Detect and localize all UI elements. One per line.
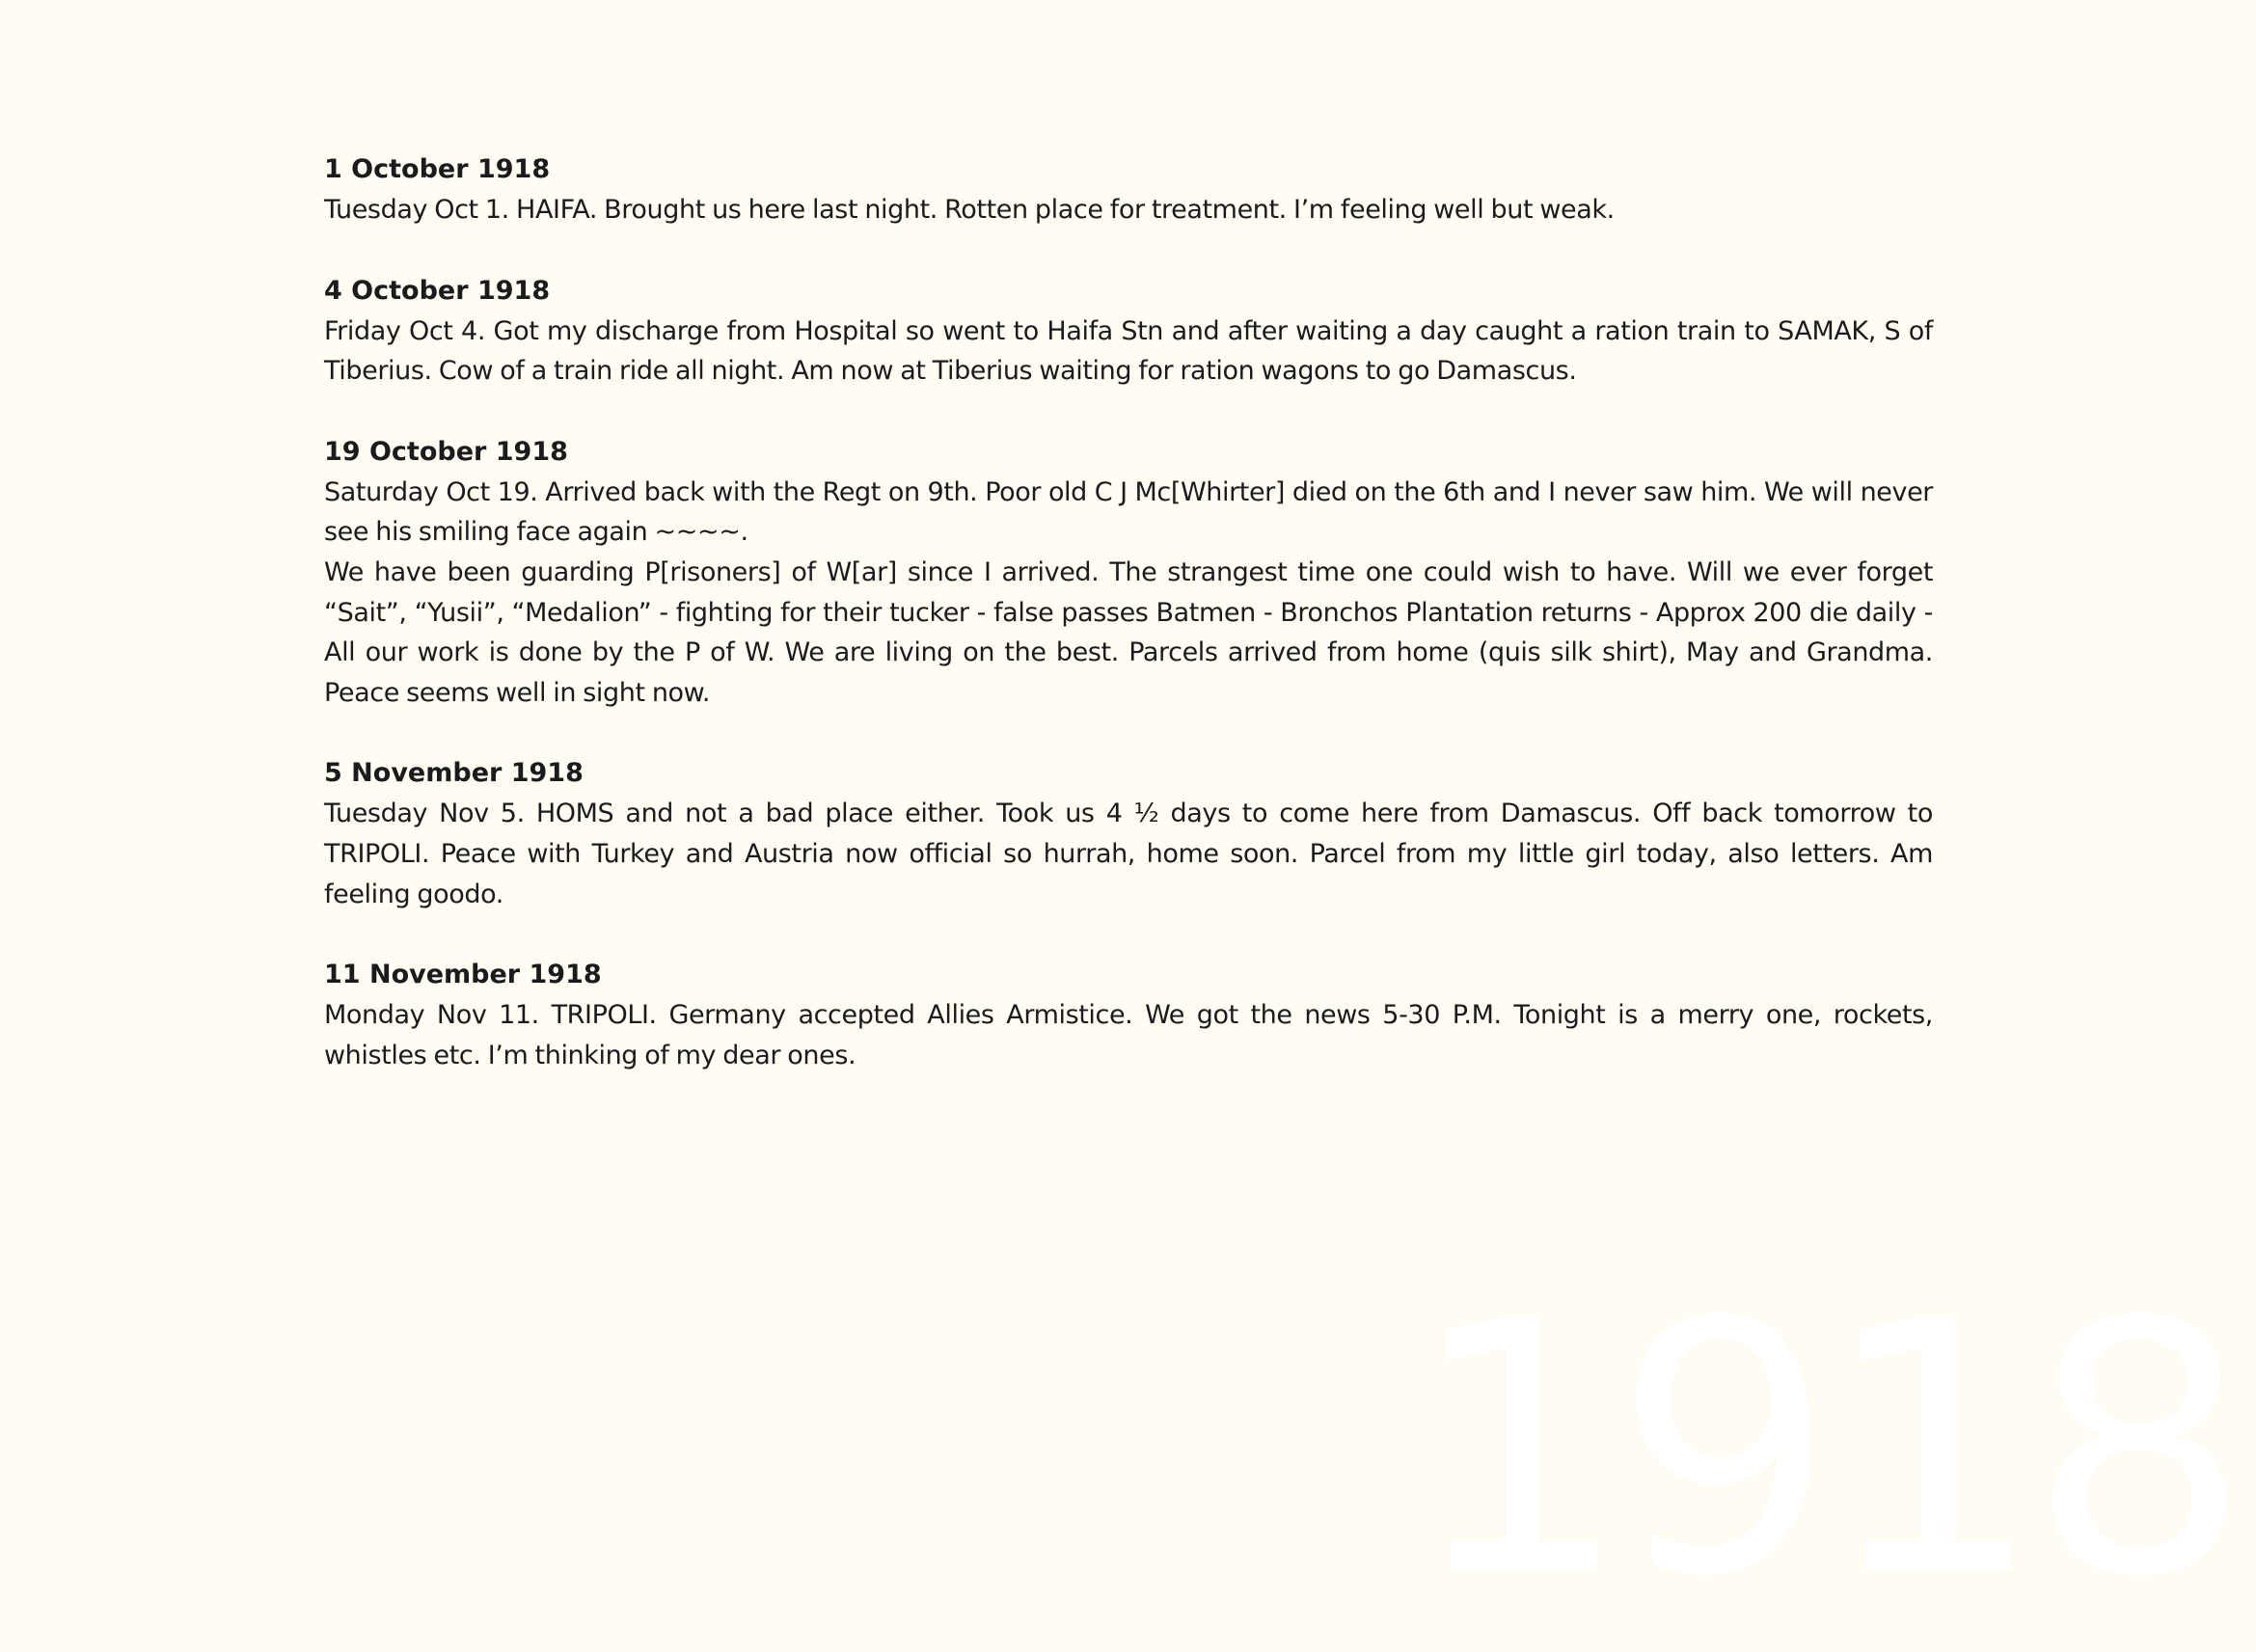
entry-date: 4 October 1918 [324,275,551,306]
entry-date: 19 October 1918 [324,436,568,467]
entry-text: Tuesday Oct 1. HAIFA. Brought us here last night. Rotten place for treatment. I’m feeling well but weak. [324,195,1615,225]
year-watermark: 1918 [1406,1248,2237,1652]
diary-content [324,149,1933,1116]
diary-entry [324,753,1933,914]
diary-entry [324,432,1933,714]
diary-entry [324,149,1933,230]
diary-entry [324,955,1933,1075]
entry-text: Monday Nov 11. TRIPOLI. Germany accepted Allies Armistice. We got the news 5-30 P.M. Tonight is a merry one, rockets, whistles etc. I’m thinking of my dear ones. [324,1000,1933,1070]
entry-text: We have been guarding P[risoners] of W[ar] since I arrived. The strangest time one could wish to have. Will we ever forget “Sait”, “Yusii”, “Medalion” - fighting for their tucker - false passes Batmen - Bronchos Plantation returns - Approx 200 die daily - All our work is done by the P of W. We are living on the best. Parcels arrived from home (quis silk shirt), May and Grandma. Peace seems well in sight now. [324,556,1933,708]
diary-entry [324,271,1933,392]
entry-date: 5 November 1918 [324,758,584,789]
entry-text: Friday Oct 4. Got my discharge from Hospital so went to Haifa Stn and after waiting a day caught a ration train to SAMAK, S of Tiberius. Cow of a train ride all night. Am now at Tiberius waiting for ration wagons to go Damascus. [324,315,1933,387]
entry-date: 1 October 1918 [324,154,551,184]
entry-date: 11 November 1918 [324,960,602,990]
entry-text: Tuesday Nov 5. HOMS and not a bad place either. Took us 4 ½ days to come here from Damascus. Off back tomorrow to TRIPOLI. Peace with Turkey and Austria now official so hurrah, home soon. Parcel from my little girl today, also letters. Am feeling goodo. [324,799,1933,909]
entry-text: Saturday Oct 19. Arrived back with the Regt on 9th. Poor old C J Mc[Whirter] died on the 6th and I never saw him. We will never see his smiling face again ~~~~. [324,476,1933,548]
